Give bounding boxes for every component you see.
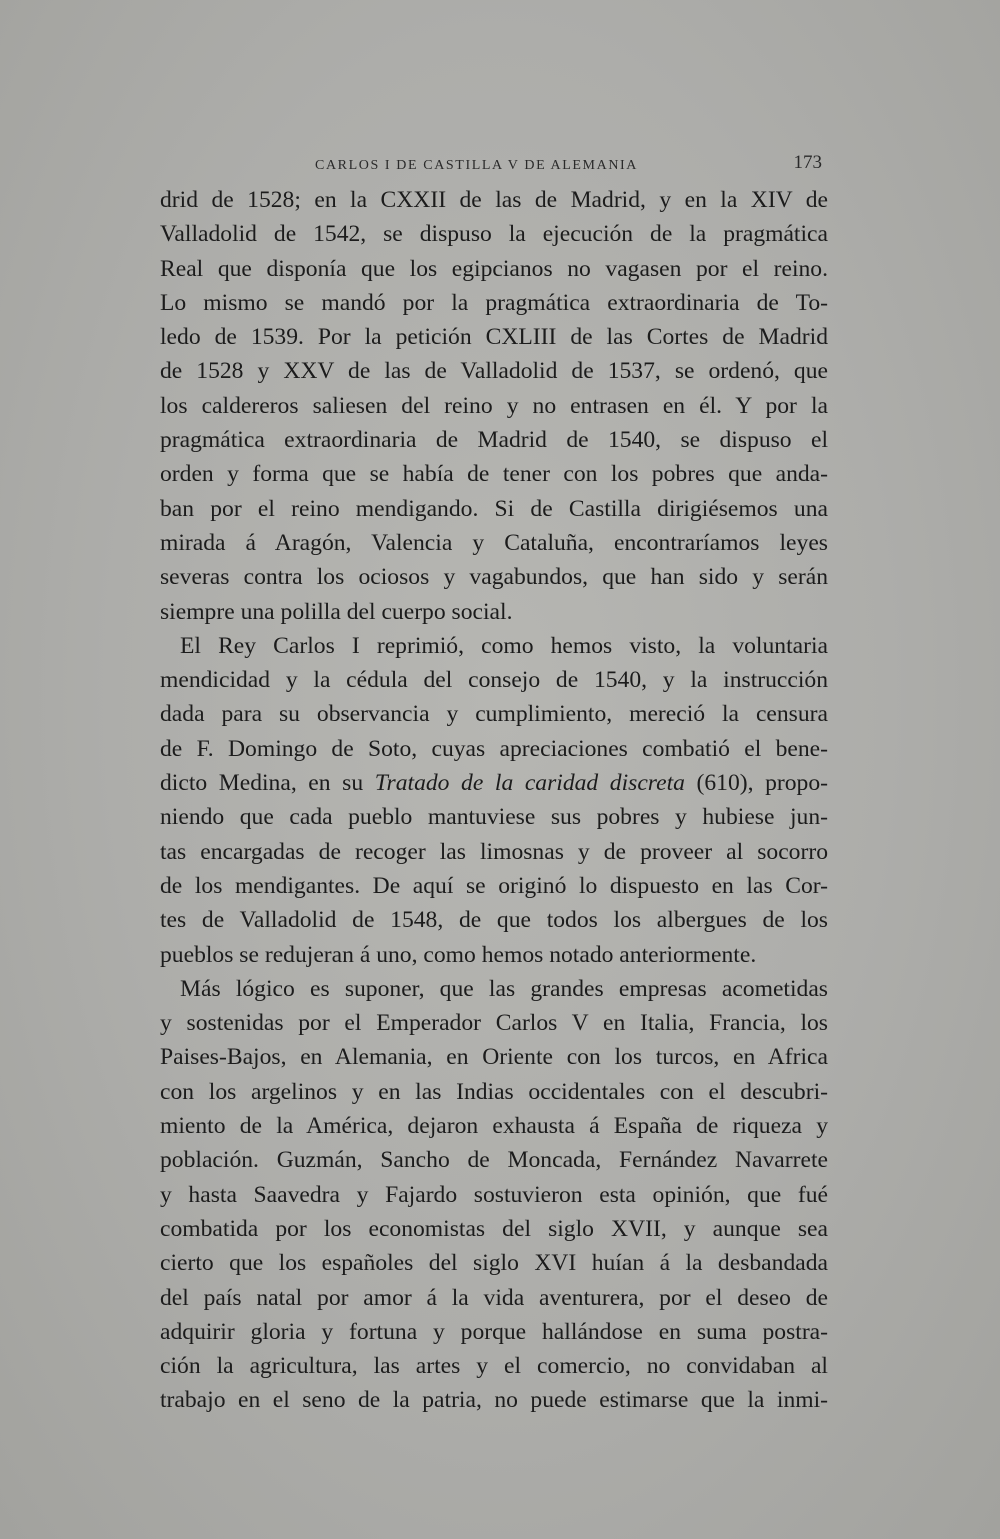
text-line: cierto que los españoles del siglo XVI huían á la desbandada (160, 1250, 828, 1277)
line-segment: (610), propo- (684, 770, 828, 797)
text-line: Lo mismo se mandó por la pragmática extraordinaria de To- (160, 289, 828, 316)
text-line: drid de 1528; en la CXXII de las de Madrid, y en la XIV de (160, 187, 828, 213)
text-line: miento de la América, dejaron exhausta á España de riqueza y (160, 1113, 828, 1140)
text-line: ban por el reino mendigando. Si de Castilla dirigiésemos una (160, 495, 828, 522)
text-line: y sostenidas por el Emperador Carlos V en Italia, Francia, los (160, 1010, 828, 1037)
text-line: población. Guzmán, Sancho de Moncada, Fernández Navarrete (160, 1147, 828, 1174)
text-line: adquirir gloria y fortuna y porque hallándose en suma postra- (160, 1318, 828, 1345)
line-segment: dicto Medina, en su (160, 770, 375, 797)
text-line: mirada á Aragón, Valencia y Cataluña, encontraríamos leyes (160, 529, 828, 556)
text-line: trabajo en el seno de la patria, no puede estimarse que la inmi- (160, 1387, 828, 1414)
text-line: pueblos se redujeran á uno, como hemos notado anteriormente. (160, 941, 757, 968)
paragraph (160, 972, 828, 1418)
text-line: del país natal por amor á la vida aventurera, por el deseo de (160, 1284, 828, 1311)
text-line: combatida por los economistas del siglo XVII, y aunque sea (160, 1215, 828, 1242)
text-line: siempre una polilla del cuerpo social. (160, 598, 513, 625)
text-line: mendicidad y la cédula del consejo de 1540, y la instrucción (160, 667, 828, 694)
text-line: severas contra los ociosos y vagabundos, que han sido y serán (160, 564, 828, 591)
text-line: ledo de 1539. Por la petición CXLIII de las Cortes de Madrid (160, 324, 828, 351)
text-line: pragmática extraordinaria de Madrid de 1540, se dispuso el (160, 427, 828, 454)
paragraph (160, 629, 828, 972)
text-line: El Rey Carlos I reprimió, como hemos visto, la voluntaria (180, 632, 828, 659)
page-number: 173 (793, 152, 822, 173)
text-line: de los mendigantes. De aquí se originó lo dispuesto en las Cor- (160, 872, 828, 899)
text-line: de F. Domingo de Soto, cuyas apreciaciones combatió el bene- (160, 735, 828, 762)
text-line: los caldereros saliesen del reino y no entrasen en él. Y por la (160, 392, 828, 419)
text-line: ción la agricultura, las artes y el comercio, no convidaban al (160, 1353, 828, 1380)
text-line: orden y forma que se había de tener con los pobres que anda- (160, 461, 828, 488)
text-line: tas encargadas de recoger las limosnas y de proveer al socorro (160, 838, 828, 865)
text-line: Paises-Bajos, en Alemania, en Oriente con los turcos, en Africa (160, 1044, 828, 1071)
text-line: Real que disponía que los egipcianos no vagasen por el reino. (160, 255, 828, 282)
paragraph (160, 183, 828, 629)
body-text (160, 183, 828, 1418)
running-head (150, 150, 830, 180)
text-line: tes de Valladolid de 1548, de que todos los albergues de los (160, 907, 828, 934)
text-line: con los argelinos y en las Indias occidentales con el descubri- (160, 1078, 828, 1105)
text-line: dada para su observancia y cumplimiento, mereció la censura (160, 701, 828, 728)
text-line: y hasta Saavedra y Fajardo sostuvieron esta opinión, que fué (160, 1181, 828, 1208)
text-line: de 1528 y XXV de las de Valladolid de 1537, se ordenó, que (160, 358, 828, 385)
book-title-citation: Tratado de la caridad discreta (374, 770, 685, 797)
text-line (160, 766, 828, 800)
text-line: Más lógico es suponer, que las grandes empresas acometidas (180, 975, 828, 1002)
text-line: niendo que cada pueblo mantuviese sus pobres y hubiese jun- (160, 804, 828, 831)
text-line: Valladolid de 1542, se dispuso la ejecución de la pragmática (160, 221, 828, 248)
running-title: CARLOS I DE CASTILLA V DE ALEMANIA (315, 158, 638, 173)
